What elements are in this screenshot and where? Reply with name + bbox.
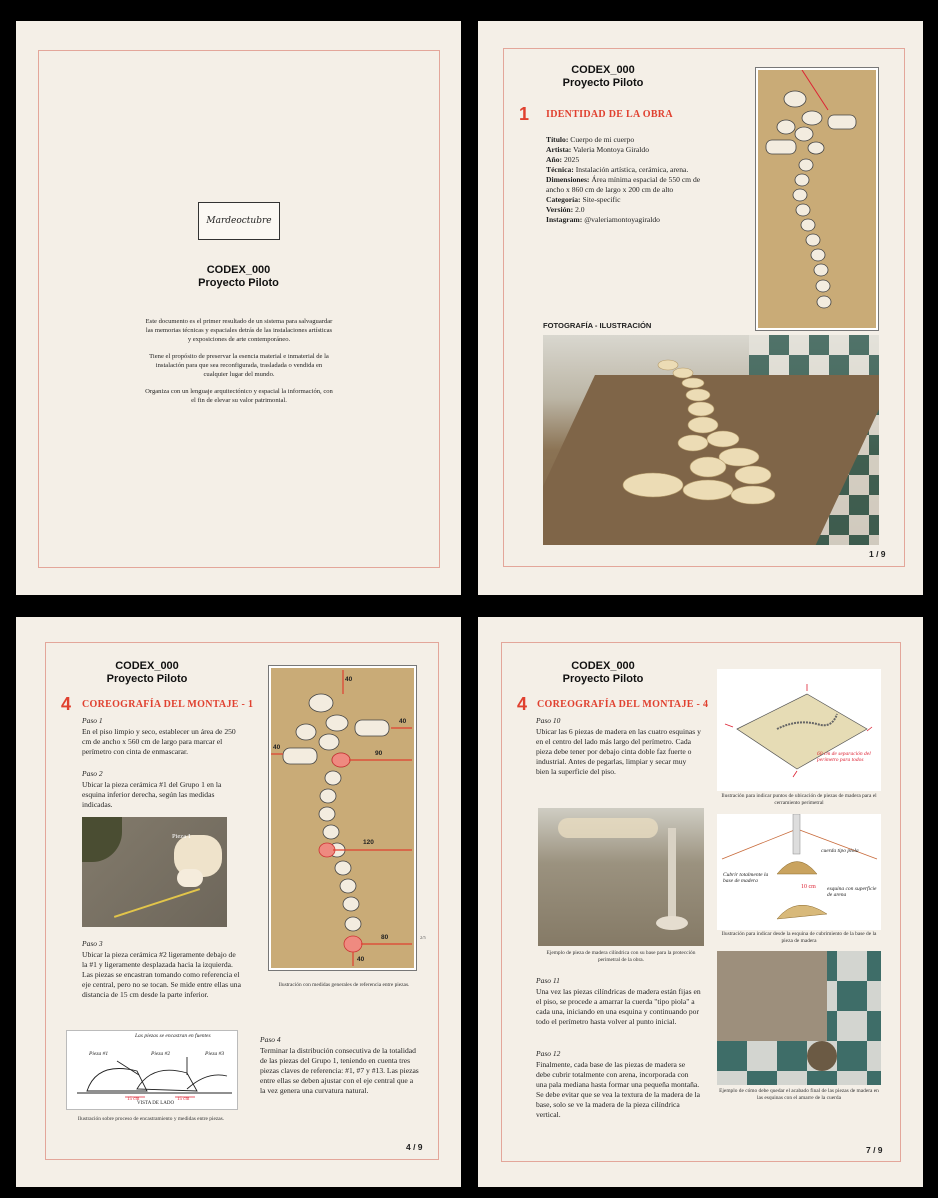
codex-code: CODEX_000 [115, 660, 179, 672]
page-number: 1 / 9 [869, 549, 886, 559]
sketch-label-top: Las piezas se encastran en fuentes [135, 1033, 211, 1039]
codex-title [92, 660, 202, 686]
measure-label: 80 [381, 934, 389, 941]
project-name: Proyecto Piloto [562, 673, 644, 685]
step-text: Terminar la distribución consecutiva de la totalidad de las piezas del Grupo 1, teniendo en cuenta tres piezas claves de referencia: #1, #7 y #13. Las piezas entre ellas se deben ajustar con el eje central que a la vez genera una curvatura natural. [260, 1046, 419, 1095]
field-row: Título: Cuerpo de mi cuerpo [546, 135, 635, 144]
measure-label: 120 [363, 839, 374, 846]
plan-small-label: 2/5 [420, 935, 426, 940]
section-number: 1 [519, 104, 530, 124]
page-7 [478, 617, 923, 1187]
step-3 [82, 939, 242, 1000]
ill2-cuerda: cuerda tipo piola [821, 848, 859, 854]
step-title: Paso 11 [536, 976, 560, 985]
measured-plan [269, 666, 416, 970]
artwork-identity [546, 135, 706, 225]
measured-spine [271, 668, 414, 968]
field-row: Artista: Valeria Montoya Giraldo [546, 145, 649, 154]
section-number: 4 [61, 694, 72, 714]
cover-paragraph: Organiza con un lenguaje arquitectónico y espacial la información, con el fin de elevar su valor patrimonial. [145, 388, 333, 404]
ill2-esquina: esquina con superficie de arena [827, 886, 877, 898]
cover-page [16, 21, 461, 595]
plan-caption: Ilustración con medidas generales de referencia entre piezas. [278, 982, 410, 988]
step-12 [536, 1049, 701, 1120]
wooden-post [668, 828, 676, 920]
sand-area [717, 951, 827, 1041]
page-number: 7 / 9 [866, 1145, 883, 1155]
step-text: Una vez las piezas cilíndricas de madera están fijas en el piso, se procede a amarrar la cuerda "tipo piola" a cada una, iniciando en una esquina y continuando por todo el perímetro hasta volver al punto inicial. [536, 987, 701, 1026]
perimeter-drawing [717, 669, 881, 791]
cover-paragraph: Tiene el propósito de preservar la esencia material e inmaterial de la instalación para que sea reconfigurada, trasladada o vendida en cualquier lugar del mundo. [149, 353, 329, 378]
ill1-caption: Ilustración para indicar puntos de ubicación de piezas de madera para el cerramiento perimetral [721, 793, 877, 806]
field-row: Dimensiones: Área mínima espacial de 550 cm de ancho x 860 cm de largo x 200 cm de alto [546, 175, 701, 194]
photo-label: Pieza 1 [172, 833, 191, 840]
field-row: Técnica: Instalación artística, cerámica, arena. [546, 165, 689, 174]
sketch-measure: 15 cm [127, 1097, 140, 1102]
plan-illustration [756, 68, 878, 330]
step-title: Paso 10 [536, 716, 561, 725]
person-figure [82, 817, 122, 862]
project-name: Proyecto Piloto [106, 673, 188, 685]
step-title: Paso 3 [82, 939, 103, 948]
installation-photo [543, 335, 879, 545]
codex-title [16, 264, 461, 290]
project-name: Proyecto Piloto [198, 277, 279, 289]
field-row: Año: 2025 [546, 155, 580, 164]
step-text: Ubicar la pieza cerámica #2 ligeramente debajo de la #1 y ligeramente desplazada hacia la izquierda. Las piezas se encastran tomando como referencia el eje central, pero no se tocan. Se mide entre ellas una distancia de 15 cm desde la parte inferior. [82, 950, 241, 999]
ceramic-pieces-bg [558, 818, 658, 838]
page-4 [16, 617, 461, 1187]
section-number: 4 [517, 694, 528, 714]
page-number: 4 / 9 [406, 1142, 423, 1152]
ill2-caption: Ilustración para indicar desde la esquina de cubrimiento de la base de la pieza de madera [721, 931, 877, 944]
section-title: COREOGRAFÍA DEL MONTAJE - 1 [82, 699, 254, 710]
project-name: Proyecto Piloto [562, 77, 644, 89]
page-1 [478, 21, 923, 595]
side-view-sketch [66, 1030, 238, 1110]
measure-label: 40 [273, 744, 281, 751]
measure-label: 40 [399, 718, 407, 725]
section-title: IDENTIDAD DE LA OBRA [546, 109, 673, 120]
step-11 [536, 976, 701, 1027]
codex-code: CODEX_000 [206, 264, 271, 276]
field-row: Versión: 2.0 [546, 205, 585, 214]
step-4 [260, 1035, 420, 1096]
ill2-cubrir: Cubrir totalmente la base de madera [723, 872, 769, 884]
step-title: Paso 2 [82, 769, 103, 778]
step-text: Finalmente, cada base de las piezas de madera se debe cubrir totalmente con arena, incorporada con una pala mediana hasta formar una pequeña montaña. Se debe evitar que se vea la textura de la madera de la base, solo se ve la madera de la pieza cilíndrica vertical. [536, 1060, 701, 1119]
step-text: Ubicar la pieza cerámica #1 del Grupo 1 en la esquina inferior derecha, según las medidas indicadas. [82, 780, 222, 809]
sketch-label-bottom: VISTA DE LADO [137, 1101, 175, 1106]
perimeter-illustration [717, 669, 881, 791]
step-1 [82, 716, 242, 757]
measure-label: 90 [375, 750, 383, 757]
ill2-cm: 10 cm [801, 884, 816, 890]
step-text: En el piso limpio y seco, establecer un área de 250 cm de ancho x 560 cm de largo para marcar el perímetro con cinta de enmascarar. [82, 727, 236, 756]
step-title: Paso 1 [82, 716, 103, 725]
page-frame [38, 50, 440, 568]
logo-box [198, 202, 280, 240]
section-title: COREOGRAFÍA DEL MONTAJE - 4 [537, 699, 709, 710]
codex-code: CODEX_000 [571, 660, 635, 672]
step-title: Paso 4 [260, 1035, 281, 1044]
cover-intro [144, 317, 334, 407]
photo-heading: FOTOGRAFÍA - ILUSTRACIÓN [543, 321, 652, 330]
field-row: Instagram: @valeriamontoyagiraldo [546, 215, 660, 224]
field-row: Categoría: Site-specific [546, 195, 621, 204]
photo2-caption: Ejemplo de cómo debe quedar el acabado final de las piezas de madera en las esquinas con el amarre de la cuerda [719, 1088, 879, 1101]
sand-cover-illustration [717, 814, 881, 930]
sketch-label-p2: Pieza #2 [151, 1051, 171, 1057]
sketch-lines [67, 1031, 237, 1109]
codex-title [548, 660, 658, 686]
measuring-photo [82, 817, 227, 927]
step-10 [536, 716, 701, 777]
sketch-label-p1: Pieza #1 [89, 1051, 109, 1057]
ceramic-pieces [543, 335, 879, 545]
sketch-caption: Ilustración sobre proceso de encastramiento y medidas entre piezas. [77, 1116, 225, 1122]
sketch-label-p3: Pieza #3 [205, 1051, 225, 1057]
ceramic-piece [177, 869, 203, 887]
step-text: Ubicar las 6 piezas de madera en las cuatro esquinas y en el centro del lado más largo del perímetro. Cada pieza debe tener por debajo cinta doble faz fuerte o industrial. Antes de pegarlas, limpiar y secar muy bien la superficie del piso. [536, 727, 701, 776]
spine-drawing [758, 70, 876, 328]
codex-title [548, 64, 658, 90]
ill1-note: 60 cm de separación del perímetro para todos [817, 751, 871, 763]
sand-mound [807, 1041, 837, 1071]
wooden-post-photo [538, 808, 704, 946]
logo-text: Mardeoctubre [206, 216, 272, 226]
photo-caption: Ejemplo de pieza de madera cilíndrica con su base para la protección perimetral de la obra. [546, 950, 696, 963]
post-base [656, 916, 688, 930]
step-title: Paso 12 [536, 1049, 561, 1058]
measure-label: 40 [357, 956, 365, 963]
measuring-tape [114, 888, 200, 918]
cover-paragraph: Este documento es el primer resultado de un sistema para salvaguardar las memorias técnicas y espaciales detrás de las instalaciones artísticas y exposiciones de arte contemporáneo. [145, 318, 333, 343]
measure-label: 40 [345, 676, 353, 683]
sketch-measure: 15 cm [177, 1097, 190, 1102]
codex-code: CODEX_000 [571, 64, 635, 76]
step-2 [82, 769, 242, 810]
final-finish-photo [717, 951, 881, 1085]
